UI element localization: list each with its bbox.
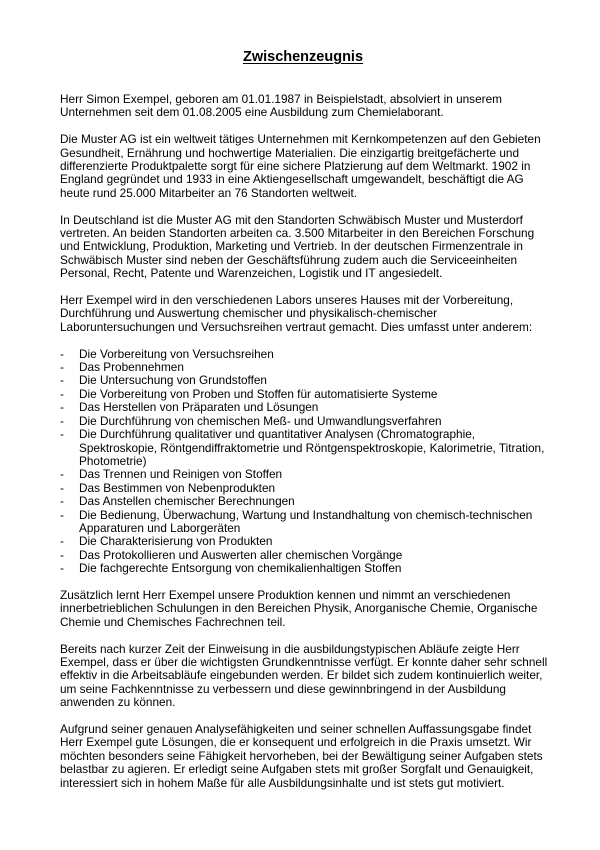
list-item xyxy=(60,495,552,508)
list-marker: - xyxy=(60,413,64,428)
list-item xyxy=(60,509,552,536)
list-marker: - xyxy=(60,494,64,509)
list-item xyxy=(60,562,552,575)
list-item-text: Das Probennehmen xyxy=(79,360,184,375)
list-marker: - xyxy=(60,547,64,562)
list-item-text: Die Vorbereitung von Versuchsreihen xyxy=(79,346,274,361)
list-marker: - xyxy=(60,386,64,401)
list-item-text: Das Protokollieren und Auswerten aller chemischen Vorgänge xyxy=(79,547,403,562)
production-paragraph: Zusätzlich lernt Herr Exempel unsere Produktion kennen und nimmt an verschiedenen innerbetrieblichen Schulungen in den Bereichen Physik, Anorganische Chemie, Organische Chemie und Chemisches Fachrechnen teil. xyxy=(60,587,538,629)
list-item-text: Die Durchführung von chemischen Meß- und Umwandlungsverfahren xyxy=(79,413,442,428)
germany-paragraph: In Deutschland ist die Muster AG mit den Standorten Schwäbisch Muster und Musterdorf vertreten. An beiden Standorten arbeiten ca. 3.500 Mitarbeiter in den Bereichen Forschung und Entwicklung, Produktion, Marketing und Vertrieb. In der deutschen Firmenzentrale in Schwäbisch Muster sind neben der Geschäftsführung zudem auch die Serviceeinheiten Personal, Recht, Patente und Warenzeichen, Logistik und IT angesiedelt. xyxy=(60,212,535,281)
list-marker: - xyxy=(60,480,64,495)
list-item xyxy=(60,482,552,495)
document-body xyxy=(60,93,552,803)
list-item xyxy=(60,535,552,548)
list-marker: - xyxy=(60,400,64,415)
list-item xyxy=(60,388,552,401)
list-marker: - xyxy=(60,534,64,549)
list-item-text: Das Anstellen chemischer Berechnungen xyxy=(79,494,295,509)
list-item xyxy=(60,401,552,414)
list-item-text: Die fachgerechte Entsorgung von chemikalienhaltigen Stoffen xyxy=(79,561,402,576)
list-marker: - xyxy=(60,467,64,482)
progress-paragraph: Bereits nach kurzer Zeit der Einweisung in die ausbildungstypischen Abläufe zeigte Herr Exempel, dass er über die wichtigsten Grundkenntnisse verfügt. Er konnte daher sehr schnell effektiv in die Arbeitsabläufe eingebunden werden. Er bildet sich zudem kontinuierlich weiter, um seine Fachkenntnisse zu verbessern und diese gewinnbringend in der Ausbildung anwenden zu können. xyxy=(60,641,548,710)
company-paragraph: Die Muster AG ist ein weltweit tätiges Unternehmen mit Kernkompetenzen auf den Gebieten Gesundheit, Ernährung und hochwertige Materialien. Die einzigartig breitgefächerte und differenzierte Produktpalette sorgt für eine sichere Platzierung auf dem Weltmarkt. 1902 in England gegründet und 1933 in eine Aktiengesellschaft umgewandelt, beschäftigt die AG heute rund 25.000 Mitarbeiter an 76 Standorten weltweit. xyxy=(60,132,541,200)
training-paragraph: Herr Exempel wird in den verschiedenen Labors unseres Hauses mit der Vorbereitung, Durchführung und Auswertung chemischer und physikalisch-chemischer Laboruntersuchungen und Versuchsreihen vertraut gemacht. Dies umfasst unter anderem: xyxy=(60,293,533,334)
list-item-text: Die Charakterisierung von Produkten xyxy=(79,534,273,549)
list-marker: - xyxy=(60,427,64,442)
document-title: Zwischenzeugnis xyxy=(242,49,364,65)
list-marker: - xyxy=(60,346,64,361)
list-item xyxy=(60,468,552,481)
list-item-text: Das Trennen und Reinigen von Stoffen xyxy=(79,467,283,482)
intro-paragraph: Herr Simon Exempel, geboren am 01.01.1987 in Beispielstadt, absolviert in unserem Unternehmen seit dem 01.08.2005 eine Ausbildung zum Chemielaborant. xyxy=(60,92,502,120)
list-item-text: Die Durchführung qualitativer und quantitativer Analysen (Chromatographie, Spektroskopie, Röntgendiffraktometrie und Röntgenspektroskopie, Kalorimetrie, Titration, Photometrie) xyxy=(79,427,545,468)
list-item xyxy=(60,348,552,361)
list-marker: - xyxy=(60,507,64,522)
task-list xyxy=(60,348,552,576)
assessment-paragraph: Aufgrund seiner genauen Analysefähigkeiten und seiner schnellen Auffassungsgabe findet Herr Exempel gute Lösungen, die er konsequent und erfolgreich in die Praxis umsetzt. Wir möchten besonders seine Fähigkeit hervorheben, bei der Bewältigung seiner Aufgaben stets belastbar zu agieren. Er erledigt seine Aufgaben stets mit großer Sorgfalt und Genauigkeit, interessiert sich in hohem Maße für alle Ausbildungsinhalte und ist stets gut motiviert. xyxy=(60,721,543,790)
list-item-text: Die Untersuchung von Grundstoffen xyxy=(79,373,267,388)
list-item-text: Das Herstellen von Präparaten und Lösungen xyxy=(79,400,319,415)
list-marker: - xyxy=(60,373,64,388)
list-item-text: Das Bestimmen von Nebenprodukten xyxy=(79,480,276,495)
list-item xyxy=(60,361,552,374)
list-item-text: Die Bedienung, Überwachung, Wartung und Instandhaltung von chemisch-technischen Apparaturen und Laborgeräten xyxy=(79,507,533,535)
list-item xyxy=(60,428,552,468)
list-item xyxy=(60,415,552,428)
list-marker: - xyxy=(60,561,64,576)
list-item xyxy=(60,549,552,562)
list-item xyxy=(60,374,552,387)
list-item-text: Die Vorbereitung von Proben und Stoffen für automatisierte Systeme xyxy=(79,386,438,401)
list-marker: - xyxy=(60,360,64,375)
